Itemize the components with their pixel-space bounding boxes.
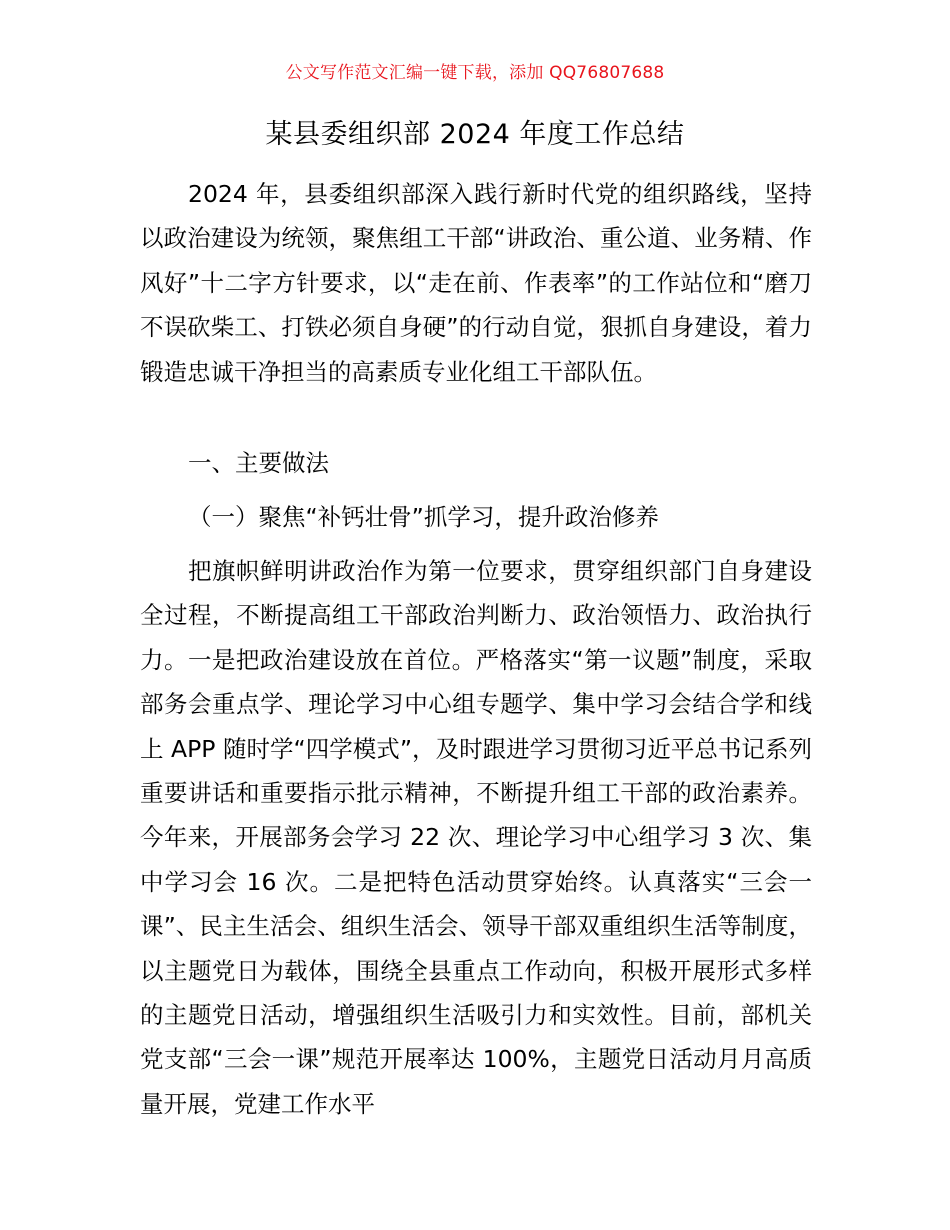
subsection-heading: （一）聚焦“补钙壮骨”抓学习，提升政治修养 (188, 503, 659, 531)
download-notice: 公文写作范文汇编一键下载，添加 QQ76807688 (285, 63, 665, 83)
document-title: 某县委组织部 2024 年度工作总结 (265, 119, 685, 150)
intro-paragraph: 2024 年，县委组织部深入践行新时代党的组织路线，坚持以政治建设为统领，聚焦组工干部“讲政治、重公道、业务精、作风好”十二字方针要求，以“走在前、作表率”的工作站位和“磨刀不误砍柴工、打铁必须自身硬”的行动自觉，狠抓自身建设，着力锻造忠诚干净担当的高素质专业化组工干部队伍。 (140, 180, 812, 386)
section-heading: 一、主要做法 (188, 449, 329, 477)
body-paragraph: 把旗帜鲜明讲政治作为第一位要求，贯穿组织部门自身建设全过程，不断提高组工干部政治判断力、政治领悟力、政治执行力。一是把政治建设放在首位。严格落实“第一议题”制度，采取部务会重点学、理论学习中心组专题学、集中学习会结合学和线上 APP 随时学“四学模式”，及时跟进学习贯彻习近平总书记系列重要讲话和重要指示批示精神，不断提升组工干部的政治素养。今年来，开展部务会学习 22 次、理论学习中心组学习 3 次、集中学习会 16 次。二是把特色活动贯穿始终。认真落实“三会一课”、民主生活会、组织生活会、领导干部双重组织生活等制度，以主题党日为载体，围绕全县重点工作动向，积极开展形式多样的主题党日活动，增强组织生活吸引力和实效性。目前，部机关党支部“三会一课”规范开展率达 100%，主题党日活动月月高质量开展，党建工作水平 (140, 557, 812, 1118)
